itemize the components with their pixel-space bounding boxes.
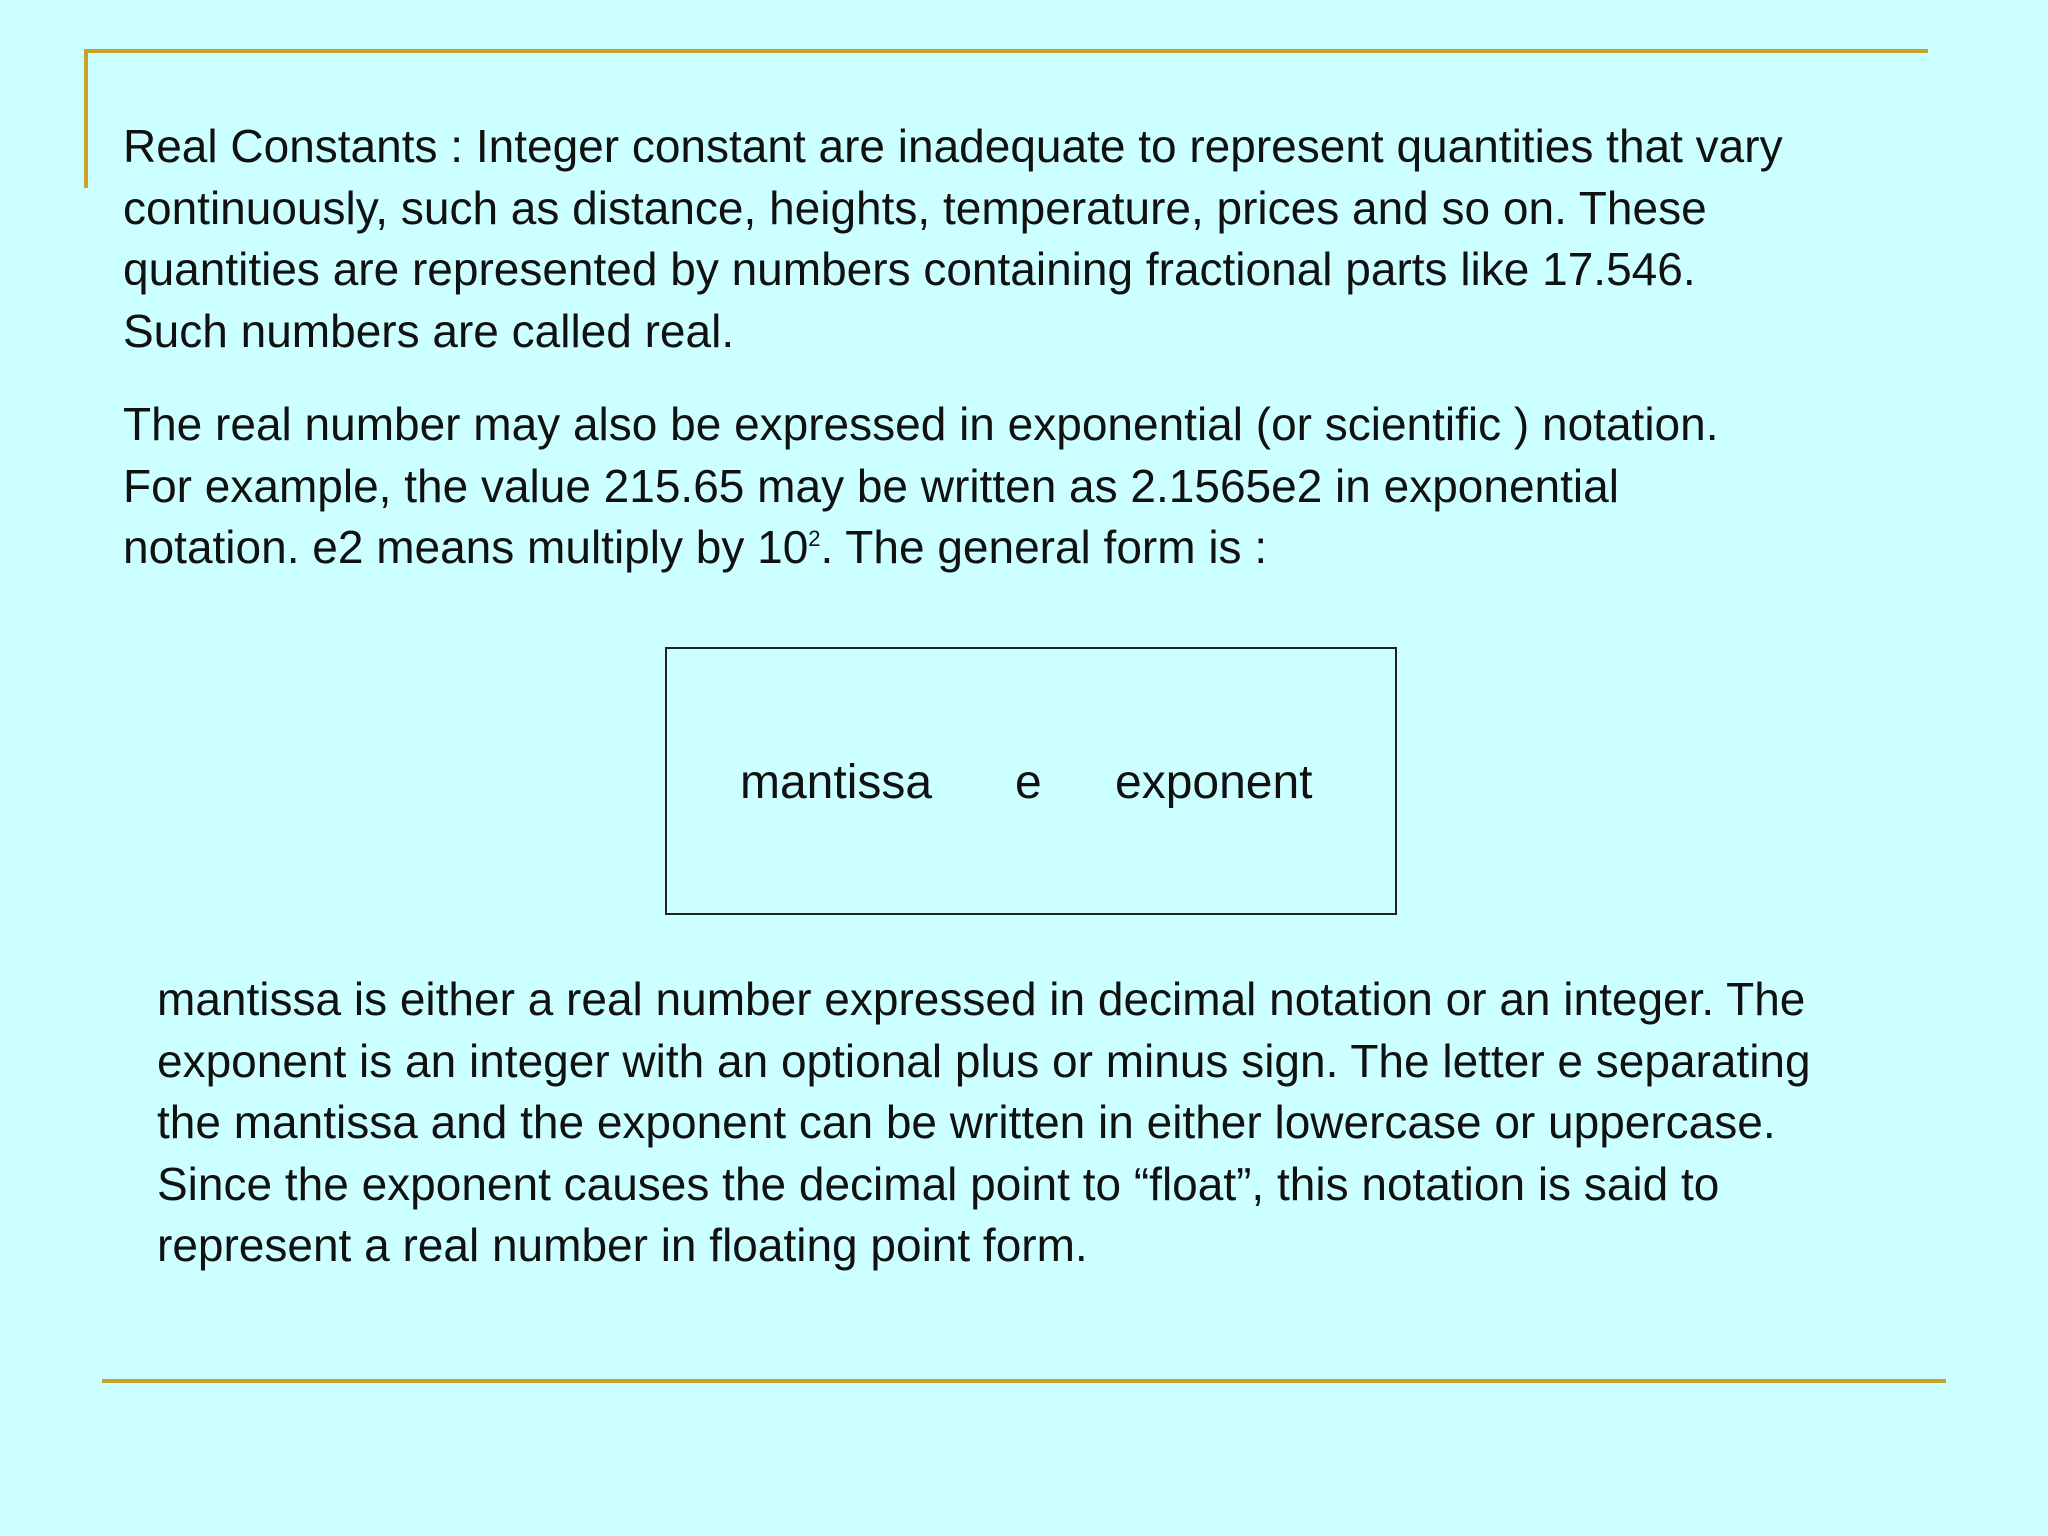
form-separator-label: e (1015, 756, 1042, 809)
top-accent-rule (84, 49, 1928, 53)
line-text-after-superscript: . The general form is : (820, 521, 1268, 573)
paragraph-line: The real number may also be expressed in exponential (or scientific ) notation. (123, 398, 1719, 450)
paragraph-line (123, 517, 1719, 579)
paragraph-line: Such numbers are called real. (123, 304, 735, 357)
paragraph-line: represent a real number in floating point form. (157, 1219, 1088, 1271)
paragraph-line: mantissa is either a real number expressed in decimal notation or an integer. The (157, 973, 1806, 1025)
paragraph-line: exponent is an integer with an optional plus or minus sign. The letter e separating (157, 1034, 1811, 1087)
form-mantissa-label: mantissa (740, 756, 933, 809)
paragraph-line: continuously, such as distance, heights, temperature, prices and so on. These (123, 181, 1707, 234)
paragraph-line: the mantissa and the exponent can be written in either lowercase or uppercase. (157, 1096, 1776, 1148)
line-text-before-superscript: notation. e2 means multiply by 10 (123, 521, 809, 573)
bottom-accent-rule (102, 1379, 1946, 1383)
paragraph-line: Real Constants : Integer constant are inadequate to represent quantities that vary (123, 120, 1783, 172)
paragraph-line: Since the exponent causes the decimal point to “float”, this notation is said to (157, 1157, 1720, 1210)
paragraph-line: quantities are represented by numbers containing fractional parts like 17.546. (123, 243, 1696, 295)
left-accent-rule (84, 49, 88, 188)
exponential-notation-paragraph (123, 394, 1719, 579)
paragraph-line: For example, the value 215.65 may be written as 2.1565e2 in exponential (123, 459, 1619, 512)
form-exponent-label: exponent (1115, 756, 1313, 809)
power-superscript: 2 (808, 526, 821, 551)
mantissa-explanation-paragraph (157, 969, 1811, 1277)
real-constants-paragraph (123, 116, 1783, 362)
